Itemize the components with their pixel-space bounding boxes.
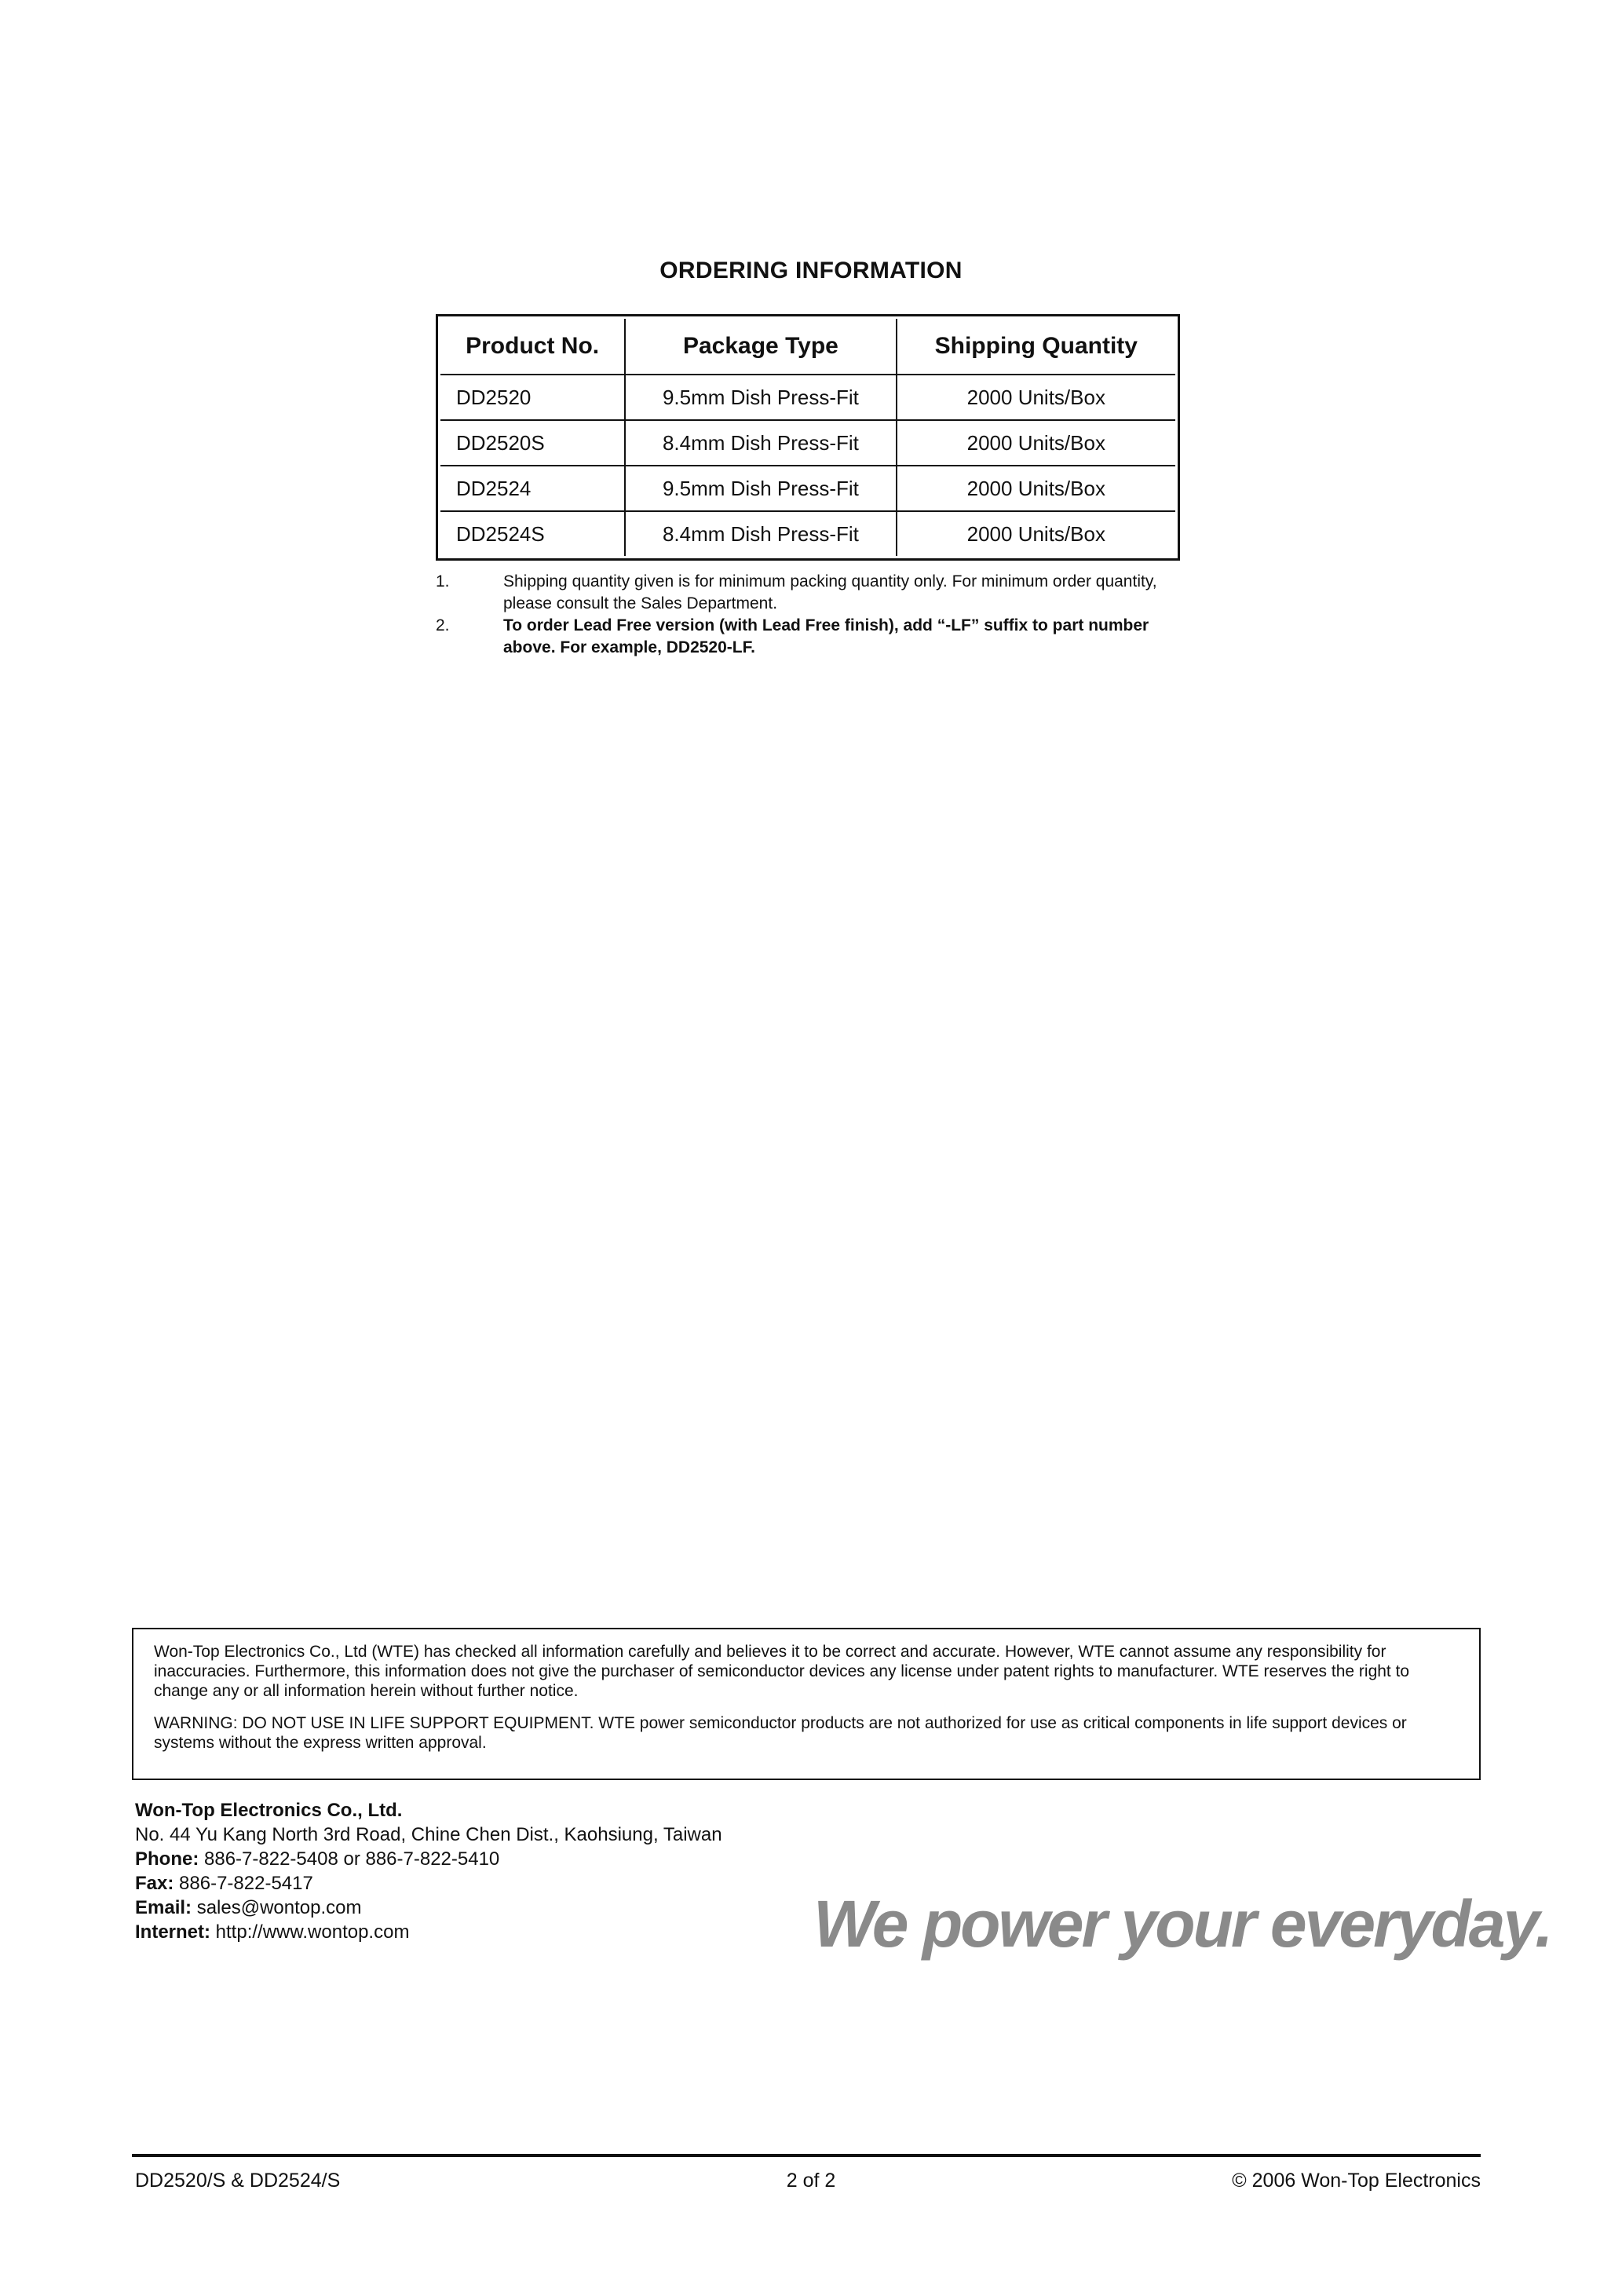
cell-package-type: 8.4mm Dish Press-Fit — [625, 511, 896, 556]
column-header-package: Package Type — [625, 319, 896, 375]
cell-shipping-quantity: 2000 Units/Box — [897, 375, 1175, 420]
ordering-table — [440, 319, 1175, 556]
note-item — [436, 571, 1189, 615]
cell-package-type: 8.4mm Dish Press-Fit — [625, 420, 896, 466]
column-header-shipping: Shipping Quantity — [897, 319, 1175, 375]
note-item — [436, 615, 1189, 659]
company-address: No. 44 Yu Kang North 3rd Road, Chine Chen Dist., Kaohsiung, Taiwan — [135, 1824, 722, 1845]
note-number: 2. — [436, 616, 450, 634]
slogan: We power your everyday. — [813, 1887, 1551, 1961]
table-row — [440, 466, 1175, 511]
footer-part-numbers: DD2520/S & DD2524/S — [135, 2170, 341, 2192]
cell-product-no: DD2520S — [440, 420, 625, 466]
table-header-row — [440, 319, 1175, 375]
cell-product-no: DD2524 — [440, 466, 625, 511]
table-row — [440, 375, 1175, 420]
note-text: To order Lead Free version (with Lead Free finish), add “-LF” suffix to part number above. For example, DD2520-LF. — [503, 616, 1149, 656]
company-fax: Fax: 886-7-822-5417 — [135, 1873, 313, 1894]
company-name: Won-Top Electronics Co., Ltd. — [135, 1800, 403, 1821]
table-row — [440, 420, 1175, 466]
warning-label: WARNING — [154, 1714, 233, 1732]
company-internet: Internet: http://www.wontop.com — [135, 1921, 410, 1943]
company-contact — [135, 1798, 722, 1944]
cell-package-type: 9.5mm Dish Press-Fit — [625, 466, 896, 511]
warning-body: : DO NOT USE IN LIFE SUPPORT EQUIPMENT. WTE power semiconductor products are not authorized for use as critical components in life support devices or systems without the express written approval. — [154, 1714, 1407, 1752]
cell-shipping-quantity: 2000 Units/Box — [897, 466, 1175, 511]
footer-page-number: 2 of 2 — [786, 2170, 836, 2192]
note-text: Shipping quantity given is for minimum packing quantity only. For minimum order quantity, please consult the Sales Department. — [503, 572, 1157, 612]
footer-divider — [132, 2154, 1481, 2157]
footer-copyright: © 2006 Won-Top Electronics — [1232, 2170, 1481, 2192]
company-phone: Phone: 886-7-822-5408 or 886-7-822-5410 — [135, 1848, 500, 1870]
column-header-product: Product No. — [440, 319, 625, 375]
ordering-table-frame — [436, 314, 1180, 561]
cell-shipping-quantity: 2000 Units/Box — [897, 420, 1175, 466]
disclaimer-text: Won-Top Electronics Co., Ltd (WTE) has checked all information carefully and believes it to be correct and accurate. However, WTE cannot assume any responsibility for inaccuracies. Furthermore, this information does not give the purchaser of semiconductor devices any license under patent rights to manufacturer. WTE reserves the right to change any or all information herein without further notice. — [154, 1643, 1410, 1700]
note-number: 1. — [436, 572, 450, 590]
cell-shipping-quantity: 2000 Units/Box — [897, 511, 1175, 556]
table-row — [440, 511, 1175, 556]
cell-product-no: DD2524S — [440, 511, 625, 556]
warning-text — [154, 1713, 1459, 1753]
cell-product-no: DD2520 — [440, 375, 625, 420]
cell-package-type: 9.5mm Dish Press-Fit — [625, 375, 896, 420]
notes-list — [436, 571, 1189, 659]
company-email: Email: sales@wontop.com — [135, 1897, 362, 1918]
disclaimer-box — [132, 1628, 1481, 1780]
page-title: ORDERING INFORMATION — [659, 258, 963, 283]
